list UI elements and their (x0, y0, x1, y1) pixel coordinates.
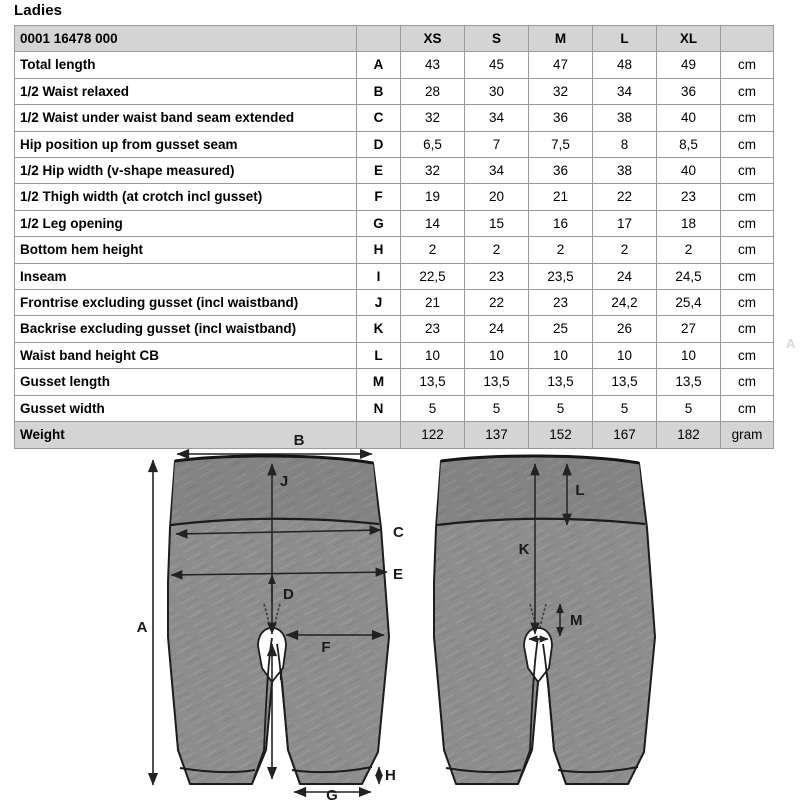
measurement-unit: cm (721, 263, 774, 289)
measurement-value-m: 5 (529, 395, 593, 421)
dimension-c-label: C (393, 524, 404, 541)
dimension-a-label: A (136, 619, 148, 636)
measurement-value-l: 34 (593, 78, 657, 104)
measurement-value-s: 5 (465, 395, 529, 421)
dimension-m-label: M (570, 612, 583, 629)
measurement-value-xs: 28 (401, 78, 465, 104)
measurement-unit: cm (721, 184, 774, 210)
dimension-g-label: G (326, 787, 338, 800)
table-row (15, 210, 774, 236)
measurement-value-xs: 32 (401, 158, 465, 184)
measurement-code: B (357, 78, 401, 104)
measurement-description: Gusset width (15, 395, 357, 421)
size-header-s: S (465, 26, 529, 52)
unit-header-cell (721, 26, 774, 52)
measurement-value-m: 16 (529, 210, 593, 236)
measurement-value-m: 152 (529, 422, 593, 448)
measurement-code: F (357, 184, 401, 210)
measurement-unit: cm (721, 105, 774, 131)
measurement-value-m: 21 (529, 184, 593, 210)
dimension-h-label: H (385, 767, 396, 784)
table-row (15, 263, 774, 289)
measurement-value-xl: 25,4 (657, 290, 721, 316)
table-row (15, 395, 774, 421)
measurement-description: 1/2 Thigh width (at crotch incl gusset) (15, 184, 357, 210)
measurement-value-xs: 10 (401, 342, 465, 368)
measurement-description: 1/2 Waist under waist band seam extended (15, 105, 357, 131)
measurement-code: K (357, 316, 401, 342)
measurement-unit: cm (721, 395, 774, 421)
measurement-value-xl: 182 (657, 422, 721, 448)
measurement-value-l: 38 (593, 158, 657, 184)
dimension-d-label: D (283, 586, 294, 603)
measurement-value-m: 23 (529, 290, 593, 316)
measurement-value-s: 15 (465, 210, 529, 236)
measurement-value-xs: 14 (401, 210, 465, 236)
measurement-description: 1/2 Leg opening (15, 210, 357, 236)
measurement-code: L (357, 342, 401, 368)
table-header-row (15, 26, 774, 52)
front-waistband-panel (171, 456, 379, 525)
technical-drawing (0, 432, 800, 800)
back-waistband-panel (437, 456, 645, 525)
measurement-value-xl: 23 (657, 184, 721, 210)
back-view-garment (434, 456, 655, 784)
table-row (15, 78, 774, 104)
measurement-description: 1/2 Waist relaxed (15, 78, 357, 104)
measurement-description: 1/2 Hip width (v-shape measured) (15, 158, 357, 184)
measurement-value-l: 8 (593, 131, 657, 157)
table-row (15, 369, 774, 395)
table-row (15, 105, 774, 131)
measurement-value-xl: 49 (657, 52, 721, 78)
measurement-code: E (357, 158, 401, 184)
size-header-l: L (593, 26, 657, 52)
dimension-l-label: L (575, 482, 585, 499)
dimension-k-label: K (518, 541, 530, 558)
measurement-value-xs: 122 (401, 422, 465, 448)
dimension-g (294, 787, 371, 800)
measurement-value-xs: 5 (401, 395, 465, 421)
measurement-value-xl: 24,5 (657, 263, 721, 289)
measurement-code: M (357, 369, 401, 395)
table-row (15, 342, 774, 368)
measurement-unit: cm (721, 342, 774, 368)
measurement-value-xs: 13,5 (401, 369, 465, 395)
measurement-value-xl: 36 (657, 78, 721, 104)
measurement-unit: gram (721, 422, 774, 448)
measurement-value-s: 2 (465, 237, 529, 263)
measurement-value-l: 38 (593, 105, 657, 131)
measurement-value-m: 13,5 (529, 369, 593, 395)
header-code-cell (357, 26, 401, 52)
measurement-value-m: 36 (529, 105, 593, 131)
measurement-value-m: 2 (529, 237, 593, 263)
measurement-code: D (357, 131, 401, 157)
measurement-value-m: 47 (529, 52, 593, 78)
table-row (15, 158, 774, 184)
dimension-i-label: I (278, 667, 284, 684)
front-view-garment (168, 456, 389, 784)
measurement-description: Weight (15, 422, 357, 448)
measurement-value-xs: 22,5 (401, 263, 465, 289)
measurement-value-m: 23,5 (529, 263, 593, 289)
measurement-code: I (357, 263, 401, 289)
measurement-value-s: 7 (465, 131, 529, 157)
measurement-value-xl: 10 (657, 342, 721, 368)
measurement-value-s: 13,5 (465, 369, 529, 395)
dimension-j-label: J (279, 473, 289, 490)
dimension-h (379, 767, 396, 784)
measurement-description: Gusset length (15, 369, 357, 395)
measurement-value-xs: 6,5 (401, 131, 465, 157)
edge-artifact: A (786, 336, 796, 351)
style-code-cell: 0001 16478 000 (15, 26, 357, 52)
table-row (15, 184, 774, 210)
measurement-value-l: 17 (593, 210, 657, 236)
measurement-code: H (357, 237, 401, 263)
measurement-value-m: 7,5 (529, 131, 593, 157)
measurement-value-s: 34 (465, 158, 529, 184)
measurement-value-xl: 5 (657, 395, 721, 421)
size-header-xl: XL (657, 26, 721, 52)
measurement-value-xs: 43 (401, 52, 465, 78)
measurement-value-xl: 8,5 (657, 131, 721, 157)
measurement-unit: cm (721, 131, 774, 157)
table-row (15, 290, 774, 316)
measurement-code: J (357, 290, 401, 316)
measurement-value-l: 2 (593, 237, 657, 263)
measurement-unit: cm (721, 237, 774, 263)
measurement-value-m: 25 (529, 316, 593, 342)
size-header-xs: XS (401, 26, 465, 52)
size-spec-table (14, 25, 774, 449)
measurement-value-xl: 40 (657, 158, 721, 184)
measurement-value-m: 36 (529, 158, 593, 184)
measurement-value-l: 10 (593, 342, 657, 368)
measurement-code: G (357, 210, 401, 236)
measurement-value-s: 34 (465, 105, 529, 131)
table-row (15, 316, 774, 342)
measurement-value-xl: 27 (657, 316, 721, 342)
measurement-unit: cm (721, 369, 774, 395)
measurement-description: Hip position up from gusset seam (15, 131, 357, 157)
dimension-b-label: B (293, 432, 305, 449)
dimension-f-label: F (321, 639, 331, 656)
measurement-value-xs: 23 (401, 316, 465, 342)
dimension-a (137, 460, 153, 785)
measurement-unit: cm (721, 316, 774, 342)
measurement-value-l: 24,2 (593, 290, 657, 316)
dimension-b (177, 432, 372, 454)
measurement-value-m: 10 (529, 342, 593, 368)
measurement-value-xs: 32 (401, 105, 465, 131)
measurement-value-xs: 21 (401, 290, 465, 316)
measurement-value-l: 167 (593, 422, 657, 448)
measurement-description: Waist band height CB (15, 342, 357, 368)
measurement-value-xl: 18 (657, 210, 721, 236)
measurement-value-xl: 2 (657, 237, 721, 263)
measurement-description: Bottom hem height (15, 237, 357, 263)
measurement-value-xl: 40 (657, 105, 721, 131)
measurement-unit: cm (721, 52, 774, 78)
table-row (15, 52, 774, 78)
measurement-code: A (357, 52, 401, 78)
measurement-value-s: 20 (465, 184, 529, 210)
measurement-value-l: 22 (593, 184, 657, 210)
measurement-value-xl: 13,5 (657, 369, 721, 395)
measurement-unit: cm (721, 158, 774, 184)
measurement-code: C (357, 105, 401, 131)
measurement-value-l: 48 (593, 52, 657, 78)
measurement-value-xs: 2 (401, 237, 465, 263)
size-header-m: M (529, 26, 593, 52)
measurement-value-s: 24 (465, 316, 529, 342)
dimension-e-label: E (393, 566, 404, 583)
measurement-value-l: 13,5 (593, 369, 657, 395)
measurement-value-m: 32 (529, 78, 593, 104)
measurement-unit: cm (721, 78, 774, 104)
measurement-description: Frontrise excluding gusset (incl waistband) (15, 290, 357, 316)
measurement-unit: cm (721, 290, 774, 316)
table-row (15, 237, 774, 263)
measurement-value-l: 5 (593, 395, 657, 421)
measurement-value-s: 23 (465, 263, 529, 289)
page-title: Ladies (14, 2, 63, 19)
measurement-value-s: 45 (465, 52, 529, 78)
measurement-value-l: 26 (593, 316, 657, 342)
measurement-value-l: 24 (593, 263, 657, 289)
measurement-value-s: 22 (465, 290, 529, 316)
measurement-value-s: 137 (465, 422, 529, 448)
measurement-description: Total length (15, 52, 357, 78)
measurement-description: Backrise excluding gusset (incl waistband) (15, 316, 357, 342)
table-row (15, 131, 774, 157)
measurement-unit: cm (721, 210, 774, 236)
measurement-value-xs: 19 (401, 184, 465, 210)
measurement-description: Inseam (15, 263, 357, 289)
table-body (15, 52, 774, 448)
measurement-code: N (357, 395, 401, 421)
measurement-value-s: 10 (465, 342, 529, 368)
measurement-value-s: 30 (465, 78, 529, 104)
